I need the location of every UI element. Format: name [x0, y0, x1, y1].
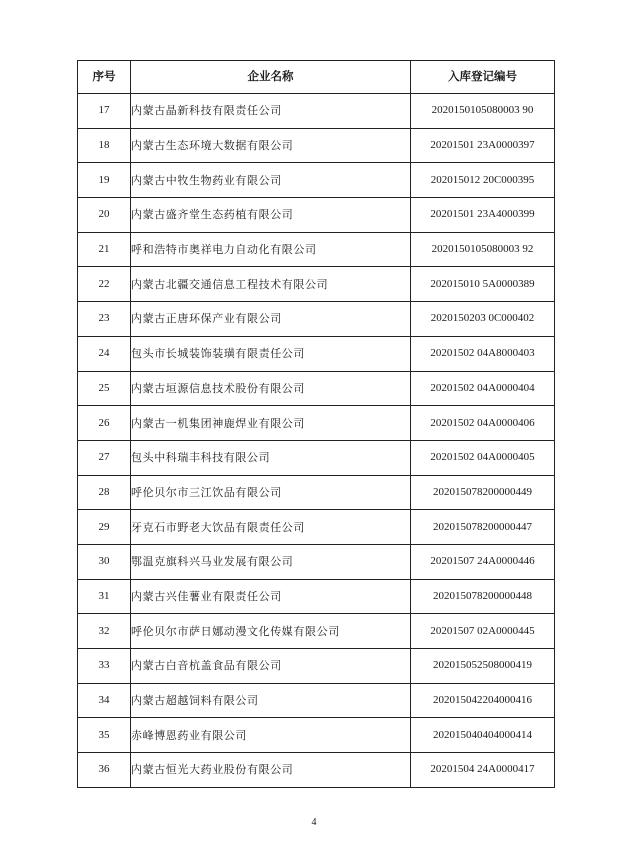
company-name-cell: 包头中科瑞丰科技有限公司 — [131, 440, 411, 475]
registration-code-cell: 202015012 20C000395 — [411, 163, 555, 198]
serial-number-cell: 36 — [78, 753, 131, 788]
table-row — [78, 94, 555, 129]
serial-number-cell: 24 — [78, 336, 131, 371]
serial-number-cell: 32 — [78, 614, 131, 649]
company-name-cell: 内蒙古白音杭盖食品有限公司 — [131, 649, 411, 684]
registration-code-cell: 20201507 02A0000445 — [411, 614, 555, 649]
registration-code-cell: 2020150105080003 90 — [411, 94, 555, 129]
table-row — [78, 614, 555, 649]
serial-number-cell: 18 — [78, 128, 131, 163]
company-name-cell: 内蒙古中牧生物药业有限公司 — [131, 163, 411, 198]
table-row — [78, 198, 555, 233]
table-row — [78, 753, 555, 788]
registration-code-cell: 20201502 04A8000403 — [411, 336, 555, 371]
table-row — [78, 579, 555, 614]
registration-code-cell: 2020150105080003 92 — [411, 232, 555, 267]
table-row — [78, 406, 555, 441]
registration-code-cell: 202015052508000419 — [411, 649, 555, 684]
serial-number-cell: 28 — [78, 475, 131, 510]
serial-number-cell: 21 — [78, 232, 131, 267]
header-company-name: 企业名称 — [131, 61, 411, 94]
registration-code-cell: 20201504 24A0000417 — [411, 753, 555, 788]
company-name-cell: 内蒙古超越饲料有限公司 — [131, 683, 411, 718]
serial-number-cell: 33 — [78, 649, 131, 684]
serial-number-cell: 22 — [78, 267, 131, 302]
company-name-cell: 包头市长城装饰装璜有限责任公司 — [131, 336, 411, 371]
table-row — [78, 232, 555, 267]
serial-number-cell: 26 — [78, 406, 131, 441]
table-row — [78, 683, 555, 718]
serial-number-cell: 30 — [78, 544, 131, 579]
company-name-cell: 内蒙古垣源信息技术股份有限公司 — [131, 371, 411, 406]
registration-code-cell: 202015042204000416 — [411, 683, 555, 718]
page-number: 4 — [311, 817, 317, 828]
serial-number-cell: 35 — [78, 718, 131, 753]
registration-code-cell: 2020150203 0C000402 — [411, 302, 555, 337]
registration-code-cell: 20201501 23A0000397 — [411, 128, 555, 163]
company-name-cell: 内蒙古兴佳薯业有限责任公司 — [131, 579, 411, 614]
serial-number-cell: 20 — [78, 198, 131, 233]
registration-code-cell: 20201502 04A0000406 — [411, 406, 555, 441]
company-name-cell: 内蒙古北疆交通信息工程技术有限公司 — [131, 267, 411, 302]
table-row — [78, 267, 555, 302]
table-row — [78, 336, 555, 371]
company-name-cell: 鄂温克旗科兴马业发展有限公司 — [131, 544, 411, 579]
serial-number-cell: 17 — [78, 94, 131, 129]
company-name-cell: 内蒙古晶新科技有限责任公司 — [131, 94, 411, 129]
registration-code-cell: 202015010 5A0000389 — [411, 267, 555, 302]
registration-code-cell: 20201507 24A0000446 — [411, 544, 555, 579]
company-name-cell: 内蒙古恒光大药业股份有限公司 — [131, 753, 411, 788]
company-name-cell: 牙克石市野老大饮品有限责任公司 — [131, 510, 411, 545]
registration-code-cell: 202015078200000447 — [411, 510, 555, 545]
table-row — [78, 718, 555, 753]
table-row — [78, 649, 555, 684]
table-header — [78, 61, 555, 94]
company-name-cell: 呼和浩特市奥祥电力自动化有限公司 — [131, 232, 411, 267]
registration-code-cell: 20201502 04A0000405 — [411, 440, 555, 475]
registration-code-cell: 202015040404000414 — [411, 718, 555, 753]
header-serial-number: 序号 — [78, 61, 131, 94]
table-row — [78, 371, 555, 406]
registration-code-cell: 202015078200000448 — [411, 579, 555, 614]
serial-number-cell: 23 — [78, 302, 131, 337]
table-row — [78, 302, 555, 337]
table-row — [78, 128, 555, 163]
enterprise-registry-table — [77, 60, 555, 788]
serial-number-cell: 19 — [78, 163, 131, 198]
serial-number-cell: 29 — [78, 510, 131, 545]
serial-number-cell: 25 — [78, 371, 131, 406]
company-name-cell: 内蒙古生态环境大数据有限公司 — [131, 128, 411, 163]
registration-code-cell: 20201501 23A4000399 — [411, 198, 555, 233]
serial-number-cell: 31 — [78, 579, 131, 614]
table-row — [78, 475, 555, 510]
table-body — [78, 94, 555, 788]
company-name-cell: 赤峰博恩药业有限公司 — [131, 718, 411, 753]
company-name-cell: 内蒙古盛齐堂生态药植有限公司 — [131, 198, 411, 233]
company-name-cell: 呼伦贝尔市萨日娜动漫文化传媒有限公司 — [131, 614, 411, 649]
table-row — [78, 510, 555, 545]
registration-code-cell: 202015078200000449 — [411, 475, 555, 510]
header-registration-code: 入库登记编号 — [411, 61, 555, 94]
serial-number-cell: 34 — [78, 683, 131, 718]
company-name-cell: 内蒙古正唐环保产业有限公司 — [131, 302, 411, 337]
company-name-cell: 内蒙古一机集团神鹿焊业有限公司 — [131, 406, 411, 441]
company-name-cell: 呼伦贝尔市三江饮品有限公司 — [131, 475, 411, 510]
table-row — [78, 544, 555, 579]
serial-number-cell: 27 — [78, 440, 131, 475]
table-row — [78, 163, 555, 198]
header-row — [78, 61, 555, 94]
table-row — [78, 440, 555, 475]
registration-code-cell: 20201502 04A0000404 — [411, 371, 555, 406]
